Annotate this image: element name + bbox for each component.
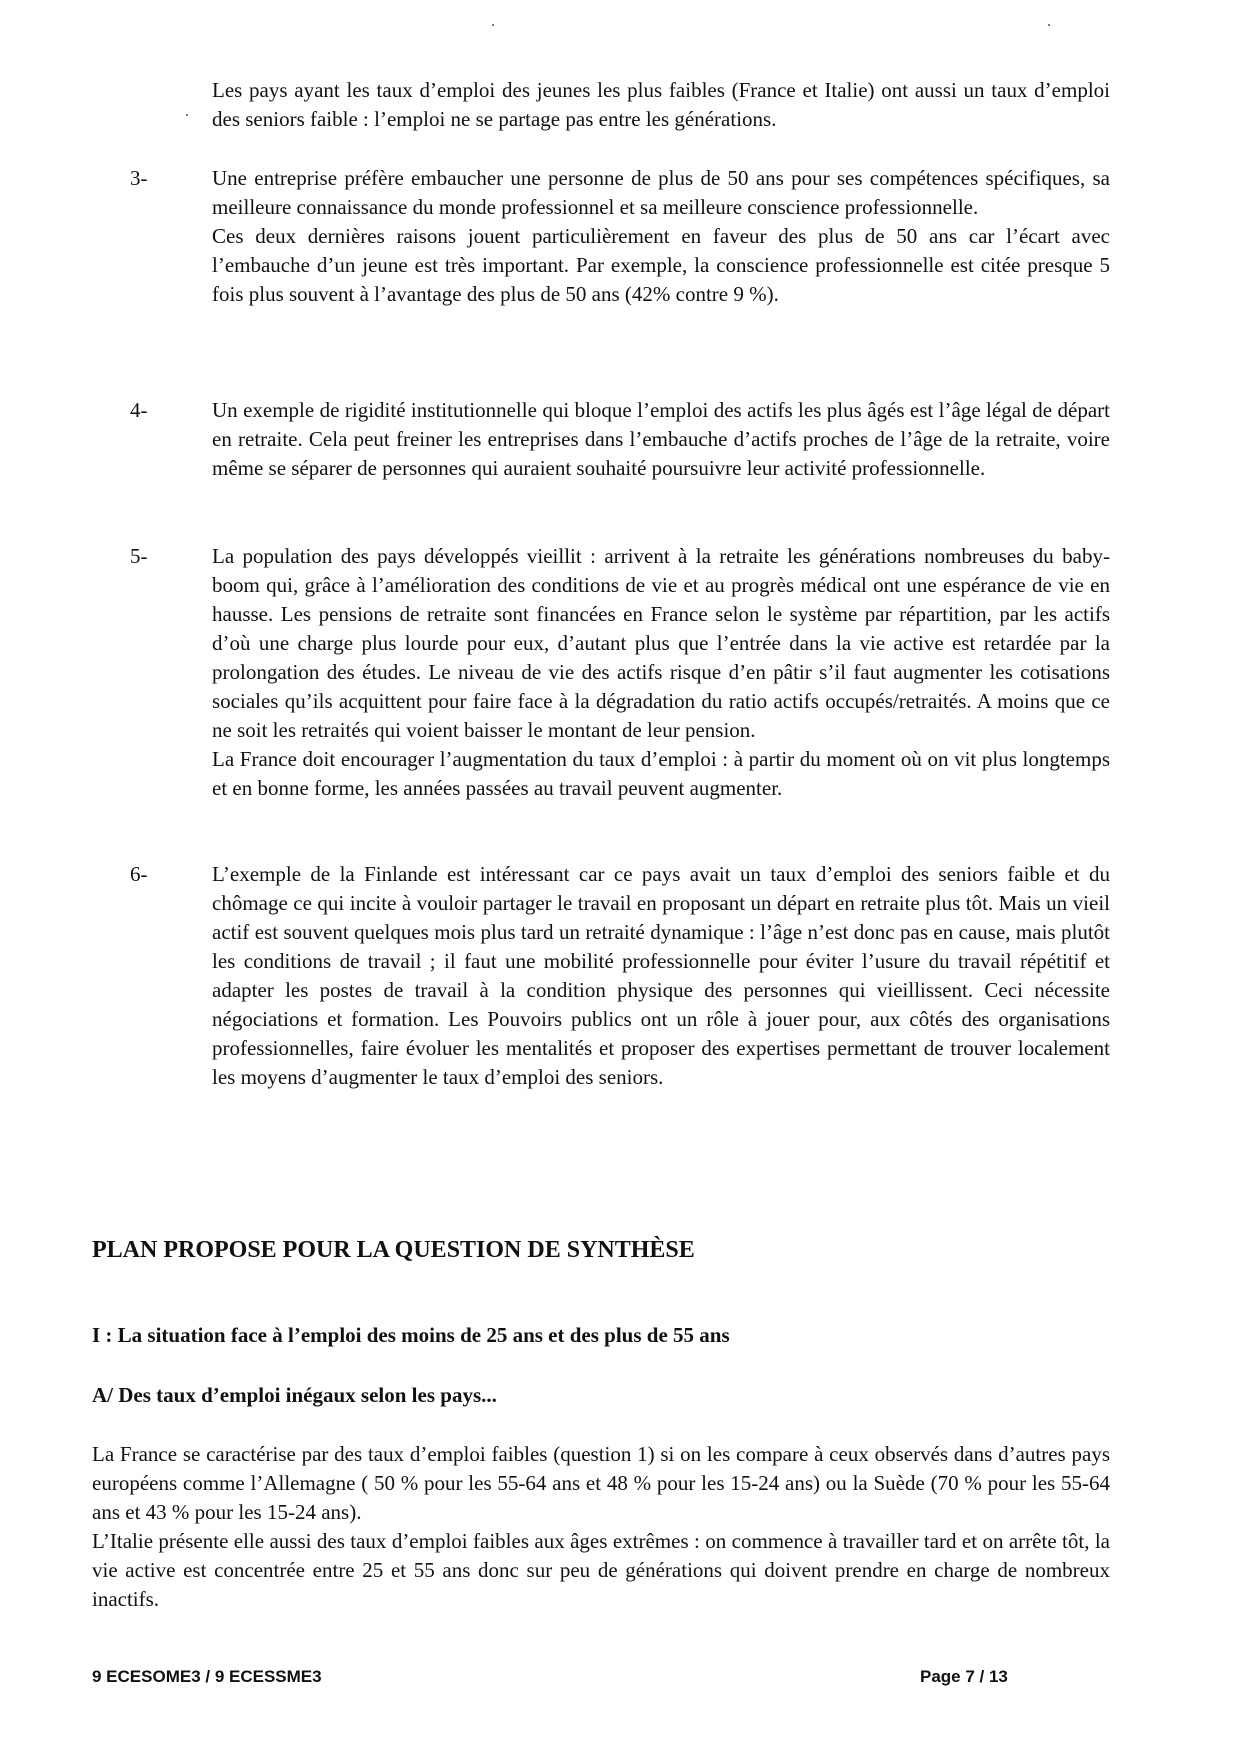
plan-paragraph: L’Italie présente elle aussi des taux d’emploi faibles aux âges extrêmes : on commence à travailler tard et on arrête tôt, la vie active est concentrée entre 25 et 55 ans donc sur peu de générations qui doivent prendre en charge de nombreux inactifs. bbox=[92, 1529, 1110, 1611]
answer-item-6 bbox=[130, 860, 1110, 1092]
answer-item-3 bbox=[130, 164, 1110, 309]
item-number: 3- bbox=[130, 166, 148, 190]
item-paragraph: L’exemple de la Finlande est intéressant car ce pays avait un taux d’emploi des seniors faible et du chômage ce qui incite à vouloir partager le travail en proposant un départ en retraite plus tôt. Mais un vieil actif est souvent quelques mois plus tard un retraité dynamique : l’âge n’est donc pas en cause, mais plutôt les conditions de travail ; il faut une mobilité professionnelle pour éviter l’usure du travail répétitif et adapter les postes de travail à la condition physique des personnes qui vieillissent. Ceci nécessite négociations et formation. Les Pouvoirs publics ont un rôle à jouer pour, aux côtés des organisations professionnelles, faire évoluer les mentalités et proposer des expertises permettant de trouver localement les moyens d’augmenter le taux d’emploi des seniors. bbox=[212, 862, 1110, 1089]
continuation-block bbox=[212, 76, 1110, 134]
footer-code: 9 ECESOME3 / 9 ECESSME3 bbox=[92, 1667, 322, 1686]
answer-item-5 bbox=[130, 542, 1110, 803]
item-paragraph: La France doit encourager l’augmentation du taux d’emploi : à partir du moment où on vit plus longtemps et en bonne forme, les années passées au travail peuvent augmenter. bbox=[212, 747, 1110, 800]
plan-title: PLAN PROPOSE POUR LA QUESTION DE SYNTHÈSE bbox=[92, 1237, 695, 1263]
part-1-title: I : La situation face à l’emploi des moins de 25 ans et des plus de 55 ans bbox=[92, 1323, 730, 1347]
scan-speck bbox=[186, 114, 188, 116]
item-number: 4- bbox=[130, 398, 148, 422]
plan-body bbox=[92, 1440, 1110, 1614]
item-paragraph: Ces deux dernières raisons jouent particulièrement en faveur des plus de 50 ans car l’écart avec l’embauche d’un jeune est très important. Par exemple, la conscience professionnelle est citée presque 5 fois plus souvent à l’avantage des plus de 50 ans (42% contre 9 %). bbox=[212, 224, 1110, 306]
item-paragraph: Une entreprise préfère embaucher une personne de plus de 50 ans pour ses compétences spécifiques, sa meilleure connaissance du monde professionnel et sa meilleure conscience professionnelle. bbox=[212, 166, 1110, 219]
answer-item-4 bbox=[130, 396, 1110, 483]
section-a-title: A/ Des taux d’emploi inégaux selon les pays... bbox=[92, 1383, 497, 1407]
footer-page-number: Page 7 / 13 bbox=[920, 1667, 1008, 1686]
item-number: 5- bbox=[130, 544, 148, 568]
item-paragraph: La population des pays développés vieillit : arrivent à la retraite les générations nombreuses du baby-boom qui, grâce à l’amélioration des conditions de vie et au progrès médical ont une espérance de vie en hausse. Les pensions de retraite sont financées en France selon le système par répartition, par les actifs d’où une charge plus lourde pour eux, d’autant plus que l’entrée dans la vie active est retardée par la prolongation des études. Le niveau de vie des actifs risque d’en pâtir s’il faut augmenter les cotisations sociales qu’ils acquittent pour faire face à la dégradation du ratio actifs occupés/retraités. A moins que ce ne soit les retraités qui voient baisser le montant de leur pension. bbox=[212, 544, 1110, 742]
continuation-paragraph: Les pays ayant les taux d’emploi des jeunes les plus faibles (France et Italie) ont aussi un taux d’emploi des seniors faible : l’emploi ne se partage pas entre les générations. bbox=[212, 78, 1110, 131]
item-paragraph: Un exemple de rigidité institutionnelle qui bloque l’emploi des actifs les plus âgés est l’âge légal de départ en retraite. Cela peut freiner les entreprises dans l’embauche d’actifs proches de l’âge de la retraite, voire même se séparer de personnes qui auraient souhaité poursuivre leur activité professionnelle. bbox=[212, 398, 1110, 480]
plan-paragraph: La France se caractérise par des taux d’emploi faibles (question 1) si on les compare à ceux observés dans d’autres pays européens comme l’Allemagne ( 50 % pour les 55-64 ans et 48 % pour les 15-24 ans) ou la Suède (70 % pour les 55-64 ans et 43 % pour les 15-24 ans). bbox=[92, 1442, 1110, 1524]
scan-speck bbox=[1048, 24, 1050, 26]
scan-speck bbox=[492, 24, 494, 26]
item-number: 6- bbox=[130, 862, 148, 886]
